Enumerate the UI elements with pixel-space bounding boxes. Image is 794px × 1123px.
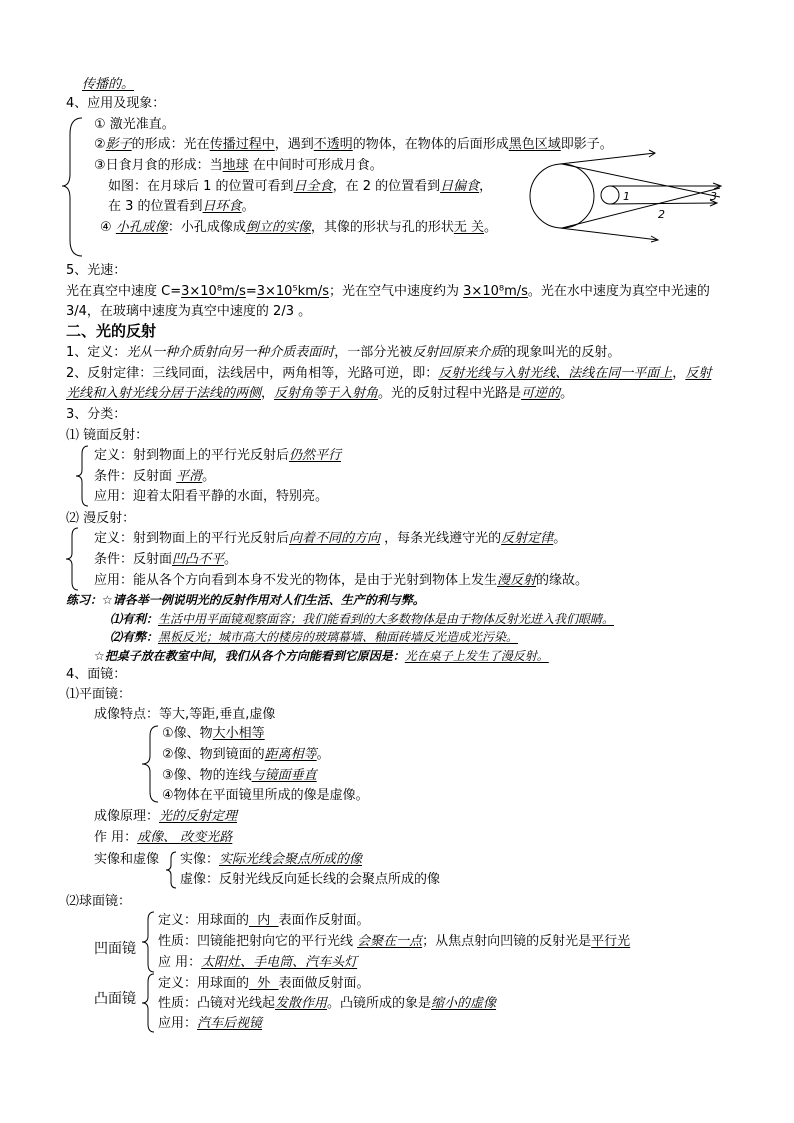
sun-circle — [530, 164, 594, 228]
fig-label-2: 2 — [658, 208, 665, 221]
concave-property: 性质：凹镜能把射向它的平行光线 会聚在一点；从焦点射向凹镜的反射光是平行光 — [158, 934, 631, 949]
diffuse-cond: 条件：反射面凹凸不平。 — [94, 552, 238, 567]
convex-brace — [140, 974, 156, 1032]
plane-feature-4: ④物体在平面镜里所成的像是虚像。 — [162, 788, 369, 803]
s4-brace — [62, 118, 86, 256]
exercise-heading: 练习：☆请各举一例说明光的反射作用对人们生活、生产的利与弊。 — [66, 593, 425, 607]
specular-use: 应用：迎着太阳看平静的水面，特别亮。 — [94, 489, 329, 504]
plane-feature-3: ③像、物的连线与镜面垂直 — [162, 768, 317, 783]
diffuse-brace — [66, 528, 80, 590]
concave-def: 定义：用球面的 内 表面作反射面。 — [158, 913, 370, 928]
concave-brace — [140, 912, 156, 972]
s4-heading: 4、应用及现象： — [66, 96, 166, 111]
s4-line1: ① 激光准直。 — [94, 117, 175, 132]
virtual-image: 虚像：反射光线反向延长线的会聚点所成的像 — [180, 872, 441, 887]
concave-label: 凹面镜 — [94, 941, 136, 957]
s4-line2: ②影子的形成：光在传播过程中，遇到不透明的物体，在物体的后面形成黑色区域即影子。 — [94, 137, 613, 152]
concave-use: 应 用：太阳灶、手电筒、汽车头灯 — [158, 955, 358, 970]
plane-principle: 成像原理：光的反射定理 — [94, 809, 238, 824]
convex-use: 应用：汽车后视镜 — [158, 1016, 263, 1031]
real-virtual-label: 实像和虚像 — [94, 852, 160, 867]
plane-feature-1: ①像、物大小相等 — [162, 726, 265, 741]
diffuse-use: 应用：能从各个方向看到本身不发光的物体，是由于光射到物体上发生漫反射的缘故。 — [94, 573, 589, 588]
specular-def: 定义：射到物面上的平行光反射后仍然平行 — [94, 448, 342, 463]
plane-mirror-features: 成像特点：等大,等距,垂直,虚像 — [94, 707, 276, 722]
reflection-law-line1: 2、反射定律：三线同面，法线居中，两角相等，光路可逆，即：反射光线与入射光线、法线在同一平面上，反射 — [66, 366, 712, 381]
eclipse-diagram — [530, 148, 735, 243]
section-title-reflection: 二、光的反射 — [66, 322, 157, 340]
plane-function: 作 用：成像、 改变光路 — [94, 830, 233, 845]
diffuse-def: 定义：射到物面上的平行光反射后向着不同的方向 ，每条光线遵守光的反射定律。 — [94, 531, 567, 546]
exercise-table: ☆把桌子放在教室中间，我们从各个方向能看到它原因是：光在桌子上发生了漫反射。 — [94, 649, 549, 663]
exercise-pro: ⑴有利：生活中用平面镜观察面容；我们能看到的大多数物体是由于物体反射光进入我们眼睛。 — [110, 612, 615, 626]
real-image: 实像：实际光线会聚点所成的像 — [180, 852, 363, 867]
s4-line4: 如图：在月球后 1 的位置可看到日全食，在 2 的位置看到日偏食， — [108, 179, 493, 194]
convex-property: 性质：凸镜对光线起发散作用。凸镜所成的象是缩小的虚像 — [158, 996, 497, 1011]
s5-line2: 3/4，在玻璃中速度为真空中速度的 2/3 。 — [66, 304, 312, 319]
s4-line6: ④ 小孔成像：小孔成像成倒立的实像，其像的形状与孔的形状无 关。 — [100, 220, 498, 235]
s5-line1: 光在真空中速度 C=3×10⁸m/s=3×10⁵km/s；光在空气中速度约为 3×10⁸m/s。光在水中速度为真空中光速的 — [66, 284, 710, 299]
s4-line3: ③日食月食的形成：当地球 在中间时可形成月食。 — [94, 158, 383, 173]
fig-label-1: 1 — [623, 190, 630, 203]
s4-line5: 在 3 的位置看到日环食。 — [108, 199, 255, 214]
plane-mirror-heading: ⑴平面镜： — [66, 687, 132, 702]
plane-feature-2: ②像、物到镜面的距离相等。 — [162, 747, 330, 762]
plane-features-brace — [140, 726, 162, 802]
real-virtual-brace — [164, 852, 178, 888]
s5-heading: 5、光速： — [66, 263, 127, 278]
moon-circle — [601, 186, 619, 204]
specular-heading: ⑴ 镜面反射： — [66, 428, 149, 443]
exercise-con: ⑵有弊：黑板反光；城市高大的楼房的玻璃幕墙、釉面砖墙反光造成光污染。 — [110, 630, 519, 644]
reflection-definition: 1、定义：光从一种介质射向另一种介质表面时，一部分光被反射回原来介质的现象叫光的反射。 — [66, 345, 621, 360]
fig-label-3: 3 — [710, 190, 717, 203]
diffuse-heading: ⑵ 漫反射： — [66, 511, 136, 526]
specular-brace — [76, 446, 90, 506]
convex-label: 凸面镜 — [94, 991, 136, 1007]
mirrors-heading: 4、面镜： — [66, 667, 127, 682]
specular-cond: 条件：反射面 平滑。 — [94, 469, 216, 484]
carry-text: 传播的。 — [82, 77, 135, 92]
classification-heading: 3、分类： — [66, 407, 127, 422]
spherical-heading: ⑵球面镜： — [66, 894, 132, 909]
reflection-law-line2: 光线和入射光线分居于法线的两侧，反射角等于入射角。光的反射过程中光路是可逆的。 — [66, 386, 574, 401]
convex-def: 定义：用球面的 外 表面做反射面。 — [158, 976, 370, 991]
